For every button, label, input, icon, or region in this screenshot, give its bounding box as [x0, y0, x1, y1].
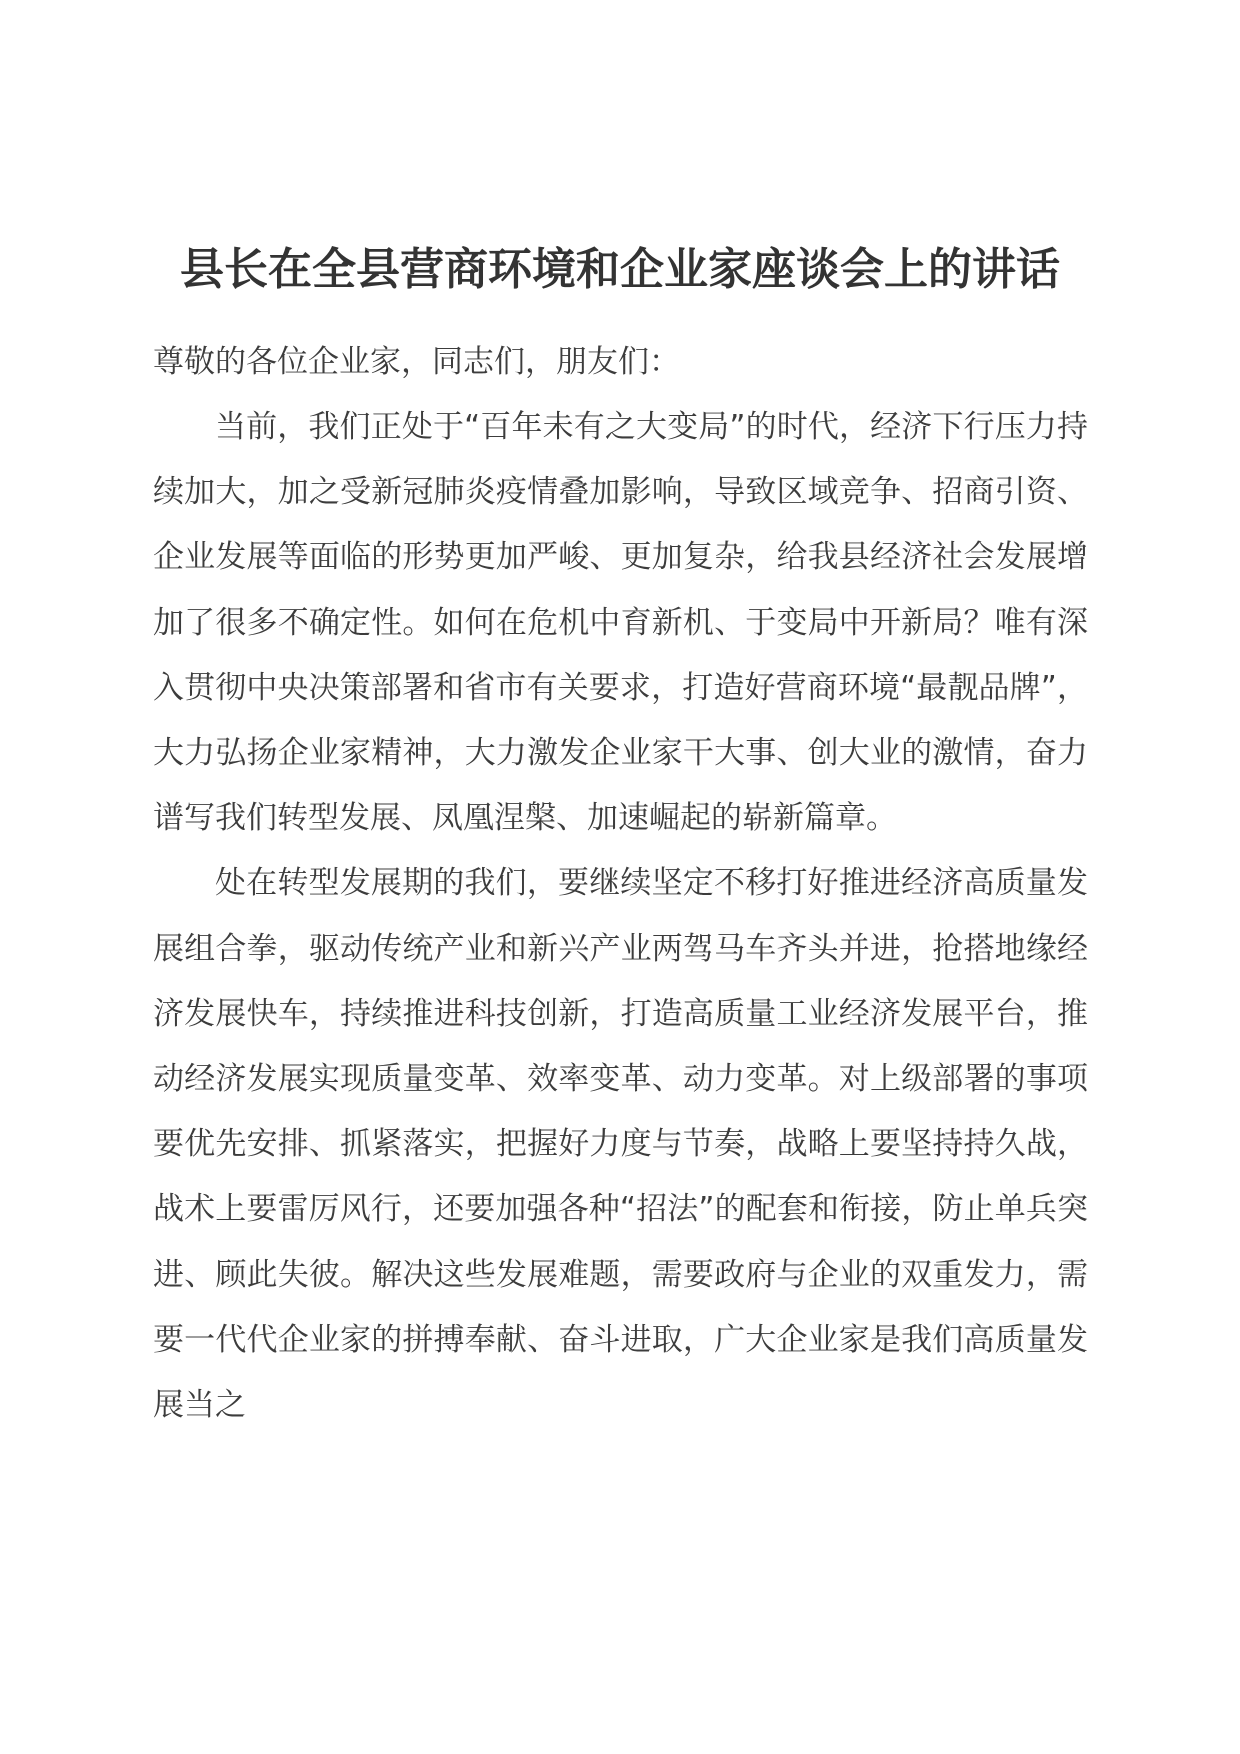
salutation: 尊敬的各位企业家，同志们，朋友们： — [153, 344, 680, 380]
paragraph-1: 当前，我们正处于“百年未有之大变局”的时代，经济下行压力持续加大，加之受新冠肺炎疫情叠加影响，导致区域竞争、招商引资、企业发展等面临的形势更加严峻、更加复杂，给我县经济社会发展增加了很多不确定性。如何在危机中育新机、于变局中开新局？唯有深入贯彻中央决策部署和省市有关要求，打造好营商环境“最靓品牌”，大力弘扬企业家精神，大力激发企业家干大事、创大业的激情，奋力谱写我们转型发展、凤凰涅槃、加速崛起的崭新篇章。 — [153, 409, 1088, 837]
paragraph-2: 处在转型发展期的我们，要继续坚定不移打好推进经济高质量发展组合拳，驱动传统产业和新兴产业两驾马车齐头并进，抢搭地缘经济发展快车，持续推进科技创新，打造高质量工业经济发展平台，推动经济发展实现质量变革、效率变革、动力变革。对上级部署的事项要优先安排、抓紧落实，把握好力度与节奏，战略上要坚持持久战，战术上要雷厉风行，还要加强各种“招法”的配套和衔接，防止单兵突进、顾此失彼。解决这些发展难题，需要政府与企业的双重发力，需要一代代企业家的拼搏奉献、奋斗进取，广大企业家是我们高质量发展当之 — [153, 865, 1088, 1424]
document-title: 县长在全县营商环境和企业家座谈会上的讲话 — [180, 244, 1060, 295]
document-body — [153, 330, 1088, 1438]
